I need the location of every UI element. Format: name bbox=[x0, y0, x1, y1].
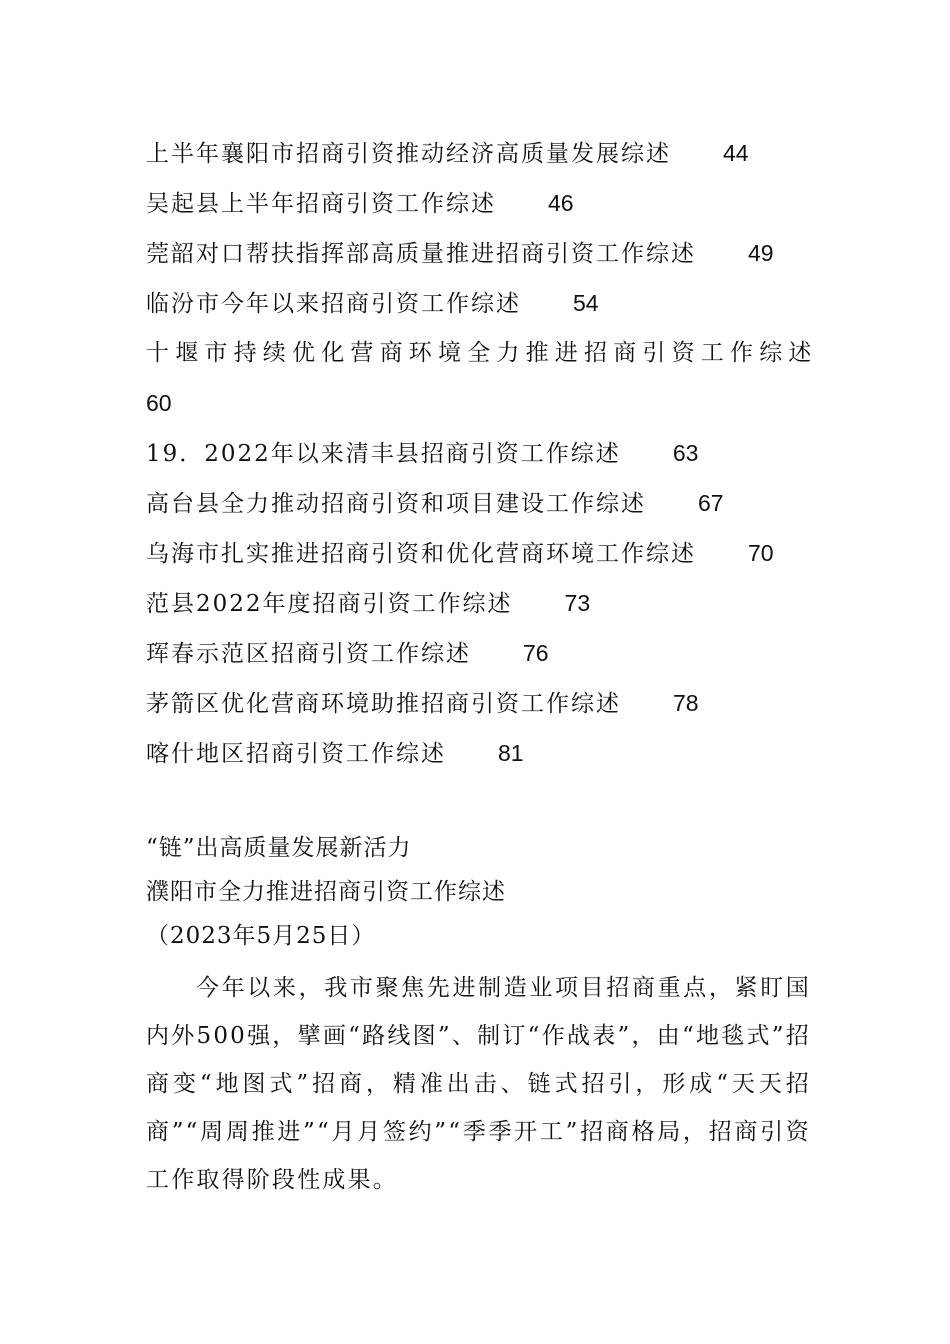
toc-entry-title: 上半年襄阳市招商引资推动经济高质量发展综述 bbox=[146, 141, 671, 167]
toc-entry-page: 49 bbox=[748, 240, 774, 266]
toc-entry-page: 63 bbox=[672, 440, 699, 466]
toc-entry[interactable] bbox=[146, 328, 826, 428]
toc-entry-title: 临汾市今年以来招商引资工作综述 bbox=[146, 291, 521, 317]
toc-entry[interactable] bbox=[146, 478, 826, 528]
table-of-contents bbox=[146, 128, 826, 778]
toc-entry-title: 乌海市扎实推进招商引资和优化营商环境工作综述 bbox=[146, 541, 696, 567]
toc-entry[interactable] bbox=[146, 728, 826, 778]
toc-entry[interactable] bbox=[146, 178, 826, 228]
article-headline: “链”出高质量发展新活力 bbox=[146, 835, 412, 861]
article bbox=[146, 826, 811, 1204]
article-paragraph: 今年以来，我市聚焦先进制造业项目招商重点，紧盯国内外500强，擘画“路线图”、制订“作战表”，由“地毯式”招商变“地图式”招商，精准出击、链式招引，形成“天天招商”“周周推进”“月月签约”“季季开工”招商格局，招商引资工作取得阶段性成果。 bbox=[146, 975, 811, 1193]
toc-entry[interactable] bbox=[146, 278, 826, 328]
toc-entry-title: 高台县全力推动招商引资和项目建设工作综述 bbox=[146, 491, 646, 517]
toc-entry-title: 茅箭区优化营商环境助推招商引资工作综述 bbox=[146, 691, 621, 717]
toc-entry[interactable] bbox=[146, 678, 826, 728]
toc-entry[interactable] bbox=[146, 128, 826, 178]
toc-entry-title: 珲春示范区招商引资工作综述 bbox=[146, 641, 471, 667]
toc-entry-page: 81 bbox=[498, 740, 524, 766]
toc-entry-page: 54 bbox=[573, 290, 599, 316]
toc-entry-page: 44 bbox=[723, 140, 749, 166]
toc-entry-page: 70 bbox=[748, 540, 774, 566]
toc-entry-page: 76 bbox=[523, 640, 549, 666]
toc-entry-page: 78 bbox=[673, 690, 699, 716]
toc-entry-page: 60 bbox=[146, 390, 172, 416]
toc-entry[interactable] bbox=[146, 228, 826, 278]
toc-entry[interactable] bbox=[146, 428, 826, 478]
toc-entry-title: 范县2022年度招商引资工作综述 bbox=[146, 591, 513, 617]
toc-entry[interactable] bbox=[146, 578, 826, 628]
toc-entry-page: 46 bbox=[548, 190, 574, 216]
toc-entry-title: 吴起县上半年招商引资工作综述 bbox=[146, 191, 496, 217]
toc-entry[interactable] bbox=[146, 528, 826, 578]
toc-entry-page: 73 bbox=[564, 590, 591, 616]
article-date: （2023年5月25日） bbox=[146, 923, 376, 949]
toc-entry-title: 莞韶对口帮扶指挥部高质量推进招商引资工作综述 bbox=[146, 241, 696, 267]
toc-entry-page: 67 bbox=[698, 490, 724, 516]
toc-entry[interactable] bbox=[146, 628, 826, 678]
toc-entry-title: 喀什地区招商引资工作综述 bbox=[146, 741, 446, 767]
toc-entry-title: 19．2022年以来清丰县招商引资工作综述 bbox=[146, 441, 621, 467]
article-subtitle: 濮阳市全力推进招商引资工作综述 bbox=[146, 879, 506, 905]
toc-entry-title: 十堰市持续优化营商环境全力推进招商引资工作综述 bbox=[146, 340, 818, 366]
